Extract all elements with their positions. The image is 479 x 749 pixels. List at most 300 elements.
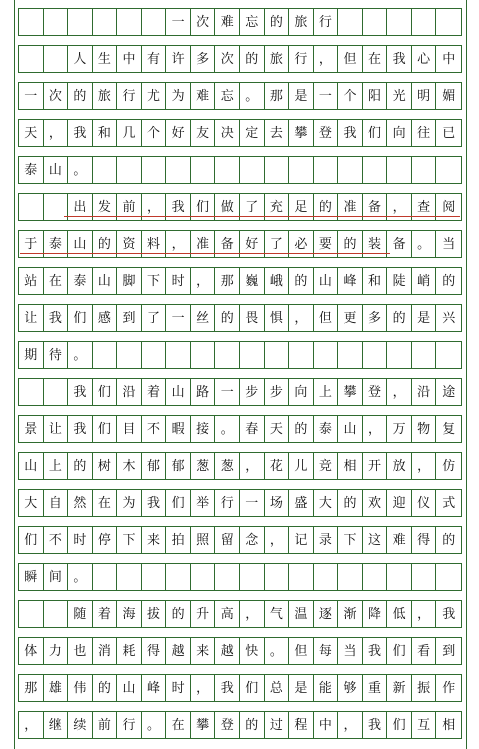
grid-cell: [265, 342, 290, 368]
grid-cell: [142, 342, 167, 368]
grid-cell: [289, 564, 314, 590]
grid-cell: [363, 157, 388, 183]
grid-cell: [387, 157, 412, 183]
grid-cell: 山: [314, 268, 339, 294]
grid-cell: 们: [387, 712, 412, 738]
grid-cell: 发: [93, 194, 118, 220]
grid-cell: 总: [265, 675, 290, 701]
grid-cell: ，: [19, 712, 44, 738]
grid-cell: 峰: [142, 675, 167, 701]
grid-cell: [215, 564, 240, 590]
grid-cell: [338, 157, 363, 183]
grid-cell: ，: [191, 675, 216, 701]
grid-cell: 我: [142, 490, 167, 516]
grid-cell: 个: [338, 83, 363, 109]
grid-cell: 竞: [314, 453, 339, 479]
grid-cell: 天: [19, 120, 44, 146]
grid-cell: ，: [363, 416, 388, 442]
grid-cell: 大: [19, 490, 44, 516]
grid-cell: 伟: [68, 675, 93, 701]
grid-cell: 停: [93, 527, 118, 553]
grid-cell: 个: [142, 120, 167, 146]
grid-cell: 越: [166, 638, 191, 664]
grid-row: [18, 489, 462, 517]
grid-cell: [314, 564, 339, 590]
grid-cell: 们: [19, 527, 44, 553]
grid-cell: [166, 342, 191, 368]
grid-cell: 我: [387, 46, 412, 72]
grid-cell: [44, 601, 69, 627]
grid-cell: 泰: [314, 416, 339, 442]
grid-cell: 时: [166, 675, 191, 701]
grid-cell: 低: [387, 601, 412, 627]
grid-cell: [387, 9, 412, 35]
grid-cell: 仿: [442, 458, 456, 474]
grid-cell: 相: [338, 453, 363, 479]
grid-cell: 的: [93, 231, 118, 257]
grid-cell: 峰: [338, 268, 363, 294]
grid-cell: 心: [412, 46, 437, 72]
grid-cell: 好: [240, 231, 265, 257]
grid-cell: 足: [289, 194, 314, 220]
grid-cell: [117, 9, 142, 35]
grid-cell: 过: [265, 712, 290, 738]
grid-cell: 能: [314, 675, 339, 701]
grid-cell: 途: [442, 384, 456, 400]
grid-cell: 当: [442, 236, 456, 252]
grid-cell: 攀: [289, 120, 314, 146]
grid-cell: 了: [240, 194, 265, 220]
grid-cell: 们: [166, 490, 191, 516]
grid-cell: 们: [387, 638, 412, 664]
grid-cell: 登: [314, 120, 339, 146]
grid-cell: 不: [142, 416, 167, 442]
grid-cell: 几: [117, 120, 142, 146]
grid-cell: 瞬: [19, 564, 44, 590]
grid-cell: [166, 564, 191, 590]
grid-cell: 郁: [142, 453, 167, 479]
grid-cell: ，: [412, 601, 437, 627]
grid-row: [18, 415, 462, 443]
grid-cell: 的: [68, 83, 93, 109]
grid-cell: 的: [314, 194, 339, 220]
grid-cell: 消: [93, 638, 118, 664]
grid-cell: 当: [338, 638, 363, 664]
grid-cell: 暇: [166, 416, 191, 442]
grid-cell: 儿: [289, 453, 314, 479]
grid-cell: 往: [412, 120, 437, 146]
grid-cell: 的: [240, 46, 265, 72]
grid-cell: 泰: [68, 268, 93, 294]
grid-cell: 续: [68, 712, 93, 738]
grid-cell: 够: [338, 675, 363, 701]
right-margin-line: [466, 0, 467, 749]
grid-cell: 忘: [215, 83, 240, 109]
grid-cell: [191, 564, 216, 590]
grid-cell: 让: [44, 416, 69, 442]
grid-cell: 得: [412, 527, 437, 553]
grid-cell: 记: [289, 527, 314, 553]
grid-cell: ，: [240, 453, 265, 479]
grid-cell: 气: [265, 601, 290, 627]
grid-cell: 雄: [44, 675, 69, 701]
grid-cell: [117, 342, 142, 368]
grid-cell: 和: [93, 120, 118, 146]
grid-cell: 人: [68, 46, 93, 72]
grid-cell: [412, 157, 437, 183]
grid-cell: 中: [117, 46, 142, 72]
grid-cell: [44, 46, 69, 72]
grid-cell: [142, 9, 167, 35]
grid-cell: 难: [215, 9, 240, 35]
grid-cell: 惧: [265, 305, 290, 331]
grid-cell: 在: [166, 712, 191, 738]
grid-cell: 。: [240, 83, 265, 109]
grid-cell: 重: [363, 675, 388, 701]
grid-cell: 程: [289, 712, 314, 738]
grid-cell: 高: [215, 601, 240, 627]
grid-cell: 次: [44, 83, 69, 109]
underline-red-2: [20, 253, 390, 254]
grid-row: [18, 119, 462, 147]
grid-cell: 查: [412, 194, 437, 220]
grid-cell: 脚: [117, 268, 142, 294]
grid-cell: 旅: [265, 46, 290, 72]
grid-cell: 们: [363, 120, 388, 146]
grid-cell: [289, 157, 314, 183]
grid-cell: 难: [387, 527, 412, 553]
grid-cell: 降: [363, 601, 388, 627]
grid-cell: 山: [117, 675, 142, 701]
grid-cell: 留: [215, 527, 240, 553]
grid-row: [18, 674, 462, 702]
grid-cell: [436, 342, 461, 368]
grid-cell: ，: [166, 231, 191, 257]
grid-cell: 装: [363, 231, 388, 257]
grid-cell: 一: [19, 83, 44, 109]
grid-cell: ，: [338, 712, 363, 738]
grid-cell: [363, 9, 388, 35]
grid-cell: [412, 9, 437, 35]
grid-cell: 攀: [191, 712, 216, 738]
grid-cell: 山: [19, 453, 44, 479]
grid-cell: 时: [166, 268, 191, 294]
grid-cell: 的: [442, 532, 456, 548]
grid-cell: 我: [44, 305, 69, 331]
grid-cell: 录: [314, 527, 339, 553]
grid-cell: [19, 9, 44, 35]
grid-cell: ，: [240, 601, 265, 627]
grid-cell: 举: [191, 490, 216, 516]
grid-cell: 木: [117, 453, 142, 479]
grid-cell: 但: [314, 305, 339, 331]
grid-row: [18, 8, 462, 36]
grid-cell: [19, 46, 44, 72]
grid-cell: 念: [240, 527, 265, 553]
grid-cell: 着: [142, 379, 167, 405]
grid-cell: 一: [215, 379, 240, 405]
grid-cell: 做: [215, 194, 240, 220]
grid-cell: 有: [142, 46, 167, 72]
grid-cell: 山: [166, 379, 191, 405]
grid-cell: 行: [117, 83, 142, 109]
grid-cell: 葱: [215, 453, 240, 479]
grid-cell: 我: [68, 416, 93, 442]
grid-cell: 花: [265, 453, 290, 479]
grid-cell: [93, 157, 118, 183]
grid-cell: 一: [314, 83, 339, 109]
grid-cell: 前: [93, 712, 118, 738]
grid-cell: 我: [363, 638, 388, 664]
grid-row: [18, 156, 462, 184]
grid-cell: 快: [240, 638, 265, 664]
grid-cell: 到: [117, 305, 142, 331]
grid-cell: 继: [44, 712, 69, 738]
grid-cell: 仪: [412, 490, 437, 516]
grid-cell: 为: [117, 490, 142, 516]
grid-cell: 的: [265, 9, 290, 35]
grid-cell: 。: [215, 416, 240, 442]
grid-cell: 复: [442, 421, 456, 437]
grid-cell: 郁: [166, 453, 191, 479]
grid-row: [18, 341, 462, 369]
grid-cell: 行: [215, 490, 240, 516]
grid-cell: ，: [44, 120, 69, 146]
grid-row: [18, 563, 462, 591]
grid-cell: 那: [19, 675, 44, 701]
grid-cell: 大: [314, 490, 339, 516]
grid-cell: 不: [44, 527, 69, 553]
grid-cell: 。: [68, 342, 93, 368]
grid-cell: 步: [265, 379, 290, 405]
grid-cell: 畏: [240, 305, 265, 331]
grid-cell: ，: [387, 379, 412, 405]
grid-cell: 我: [338, 120, 363, 146]
grid-row: [18, 526, 462, 554]
grid-cell: 但: [338, 46, 363, 72]
grid-cell: 相: [442, 717, 456, 733]
grid-cell: 看: [412, 638, 437, 664]
grid-cell: 着: [93, 601, 118, 627]
grid-cell: [387, 564, 412, 590]
grid-cell: [19, 379, 44, 405]
grid-cell: 我: [215, 675, 240, 701]
grid-cell: 行: [289, 46, 314, 72]
grid-cell: 沿: [117, 379, 142, 405]
grid-cell: 那: [265, 83, 290, 109]
grid-cell: 时: [68, 527, 93, 553]
grid-cell: 准: [338, 194, 363, 220]
grid-cell: 攀: [338, 379, 363, 405]
grid-cell: 是: [289, 675, 314, 701]
grid-cell: 的: [166, 601, 191, 627]
grid-cell: 但: [289, 638, 314, 664]
grid-cell: 了: [265, 231, 290, 257]
grid-cell: [436, 9, 461, 35]
grid-cell: 阅: [442, 199, 456, 215]
grid-cell: 互: [412, 712, 437, 738]
grid-cell: 来: [142, 527, 167, 553]
grid-cell: 。: [142, 712, 167, 738]
grid-cell: 沿: [412, 379, 437, 405]
grid-cell: 定: [240, 120, 265, 146]
grid-cell: 了: [142, 305, 167, 331]
grid-cell: 光: [387, 83, 412, 109]
grid-cell: 我: [68, 120, 93, 146]
grid-cell: 到: [442, 643, 456, 659]
grid-cell: 物: [412, 416, 437, 442]
grid-cell: 旅: [289, 9, 314, 35]
grid-cell: 山: [44, 157, 69, 183]
grid-cell: 多: [191, 46, 216, 72]
grid-cell: 山: [68, 231, 93, 257]
grid-cell: [117, 157, 142, 183]
grid-cell: 待: [44, 342, 69, 368]
grid-cell: 兴: [442, 310, 456, 326]
grid-cell: ，: [387, 194, 412, 220]
grid-cell: 温: [289, 601, 314, 627]
grid-cell: 峭: [412, 268, 437, 294]
grid-cell: 放: [387, 453, 412, 479]
grid-cell: 步: [240, 379, 265, 405]
grid-cell: 尤: [142, 83, 167, 109]
grid-cell: 巍: [240, 268, 265, 294]
grid-cell: 。: [68, 564, 93, 590]
grid-cell: 的: [289, 268, 314, 294]
grid-cell: 体: [19, 638, 44, 664]
grid-cell: 山: [338, 416, 363, 442]
grid-cell: 许: [166, 46, 191, 72]
grid-cell: 一: [240, 490, 265, 516]
left-margin-line: [14, 0, 15, 749]
grid-cell: 次: [191, 9, 216, 35]
grid-cell: 已: [442, 125, 456, 141]
grid-cell: 们: [93, 416, 118, 442]
grid-cell: [363, 342, 388, 368]
grid-cell: 为: [166, 83, 191, 109]
grid-cell: 备: [387, 231, 412, 257]
grid-cell: 次: [215, 46, 240, 72]
grid-cell: 充: [265, 194, 290, 220]
grid-cell: 然: [68, 490, 93, 516]
grid-cell: 向: [289, 379, 314, 405]
grid-row: [18, 637, 462, 665]
grid-cell: 明: [412, 83, 437, 109]
grid-cell: [19, 194, 44, 220]
grid-cell: 好: [166, 120, 191, 146]
grid-cell: 下: [142, 268, 167, 294]
grid-cell: [265, 564, 290, 590]
grid-cell: [289, 342, 314, 368]
grid-cell: [412, 564, 437, 590]
grid-cell: 春: [240, 416, 265, 442]
grid-cell: 接: [191, 416, 216, 442]
grid-cell: 一: [166, 9, 191, 35]
grid-cell: [215, 157, 240, 183]
grid-cell: 渐: [338, 601, 363, 627]
grid-cell: [44, 379, 69, 405]
grid-cell: 开: [363, 453, 388, 479]
grid-row: [18, 378, 462, 406]
grid-cell: 式: [442, 495, 456, 511]
grid-cell: 的: [240, 712, 265, 738]
grid-cell: 前: [117, 194, 142, 220]
grid-cell: 升: [191, 601, 216, 627]
grid-cell: [314, 342, 339, 368]
grid-cell: 是: [412, 305, 437, 331]
grid-cell: 在: [363, 46, 388, 72]
grid-cell: ，: [289, 305, 314, 331]
grid-cell: 于: [19, 231, 44, 257]
grid-cell: 来: [191, 638, 216, 664]
grid-cell: 行: [117, 712, 142, 738]
grid-row: [18, 82, 462, 110]
grid-cell: 随: [68, 601, 93, 627]
grid-cell: [142, 157, 167, 183]
grid-cell: [68, 9, 93, 35]
grid-cell: 登: [215, 712, 240, 738]
grid-cell: 决: [215, 120, 240, 146]
grid-cell: 站: [19, 268, 44, 294]
grid-cell: 上: [44, 453, 69, 479]
grid-cell: 一: [166, 305, 191, 331]
grid-cell: [117, 564, 142, 590]
grid-cell: 树: [93, 453, 118, 479]
grid-cell: 拍: [166, 527, 191, 553]
grid-cell: [215, 342, 240, 368]
grid-cell: 泰: [19, 157, 44, 183]
grid-cell: 和: [363, 268, 388, 294]
grid-cell: [265, 157, 290, 183]
grid-cell: 丝: [191, 305, 216, 331]
grid-cell: 路: [191, 379, 216, 405]
grid-cell: 在: [44, 268, 69, 294]
grid-cell: 是: [289, 83, 314, 109]
grid-cell: ，: [191, 268, 216, 294]
grid-cell: 们: [93, 379, 118, 405]
grid-cell: 间: [44, 564, 69, 590]
grid-cell: [363, 564, 388, 590]
grid-row: [18, 267, 462, 295]
grid-cell: 的: [338, 490, 363, 516]
grid-cell: 料: [142, 231, 167, 257]
grid-cell: 。: [265, 638, 290, 664]
grid-row: [18, 452, 462, 480]
grid-cell: 我: [442, 606, 456, 622]
grid-cell: 媚: [442, 88, 456, 104]
grid-cell: 海: [117, 601, 142, 627]
grid-cell: 盛: [289, 490, 314, 516]
grid-cell: 要: [314, 231, 339, 257]
grid-cell: 葱: [191, 453, 216, 479]
grid-cell: 我: [363, 712, 388, 738]
grid-cell: 上: [314, 379, 339, 405]
grid-cell: 每: [314, 638, 339, 664]
grid-cell: 下: [338, 527, 363, 553]
grid-cell: [338, 342, 363, 368]
underline-red-1: [64, 216, 460, 217]
grid-cell: 备: [363, 194, 388, 220]
grid-cell: [166, 157, 191, 183]
grid-cell: 拔: [142, 601, 167, 627]
grid-cell: [240, 157, 265, 183]
grid-cell: 多: [363, 305, 388, 331]
grid-cell: ，: [314, 46, 339, 72]
grid-cell: 迎: [387, 490, 412, 516]
grid-cell: [93, 564, 118, 590]
grid-cell: 那: [215, 268, 240, 294]
grid-cell: 生: [93, 46, 118, 72]
